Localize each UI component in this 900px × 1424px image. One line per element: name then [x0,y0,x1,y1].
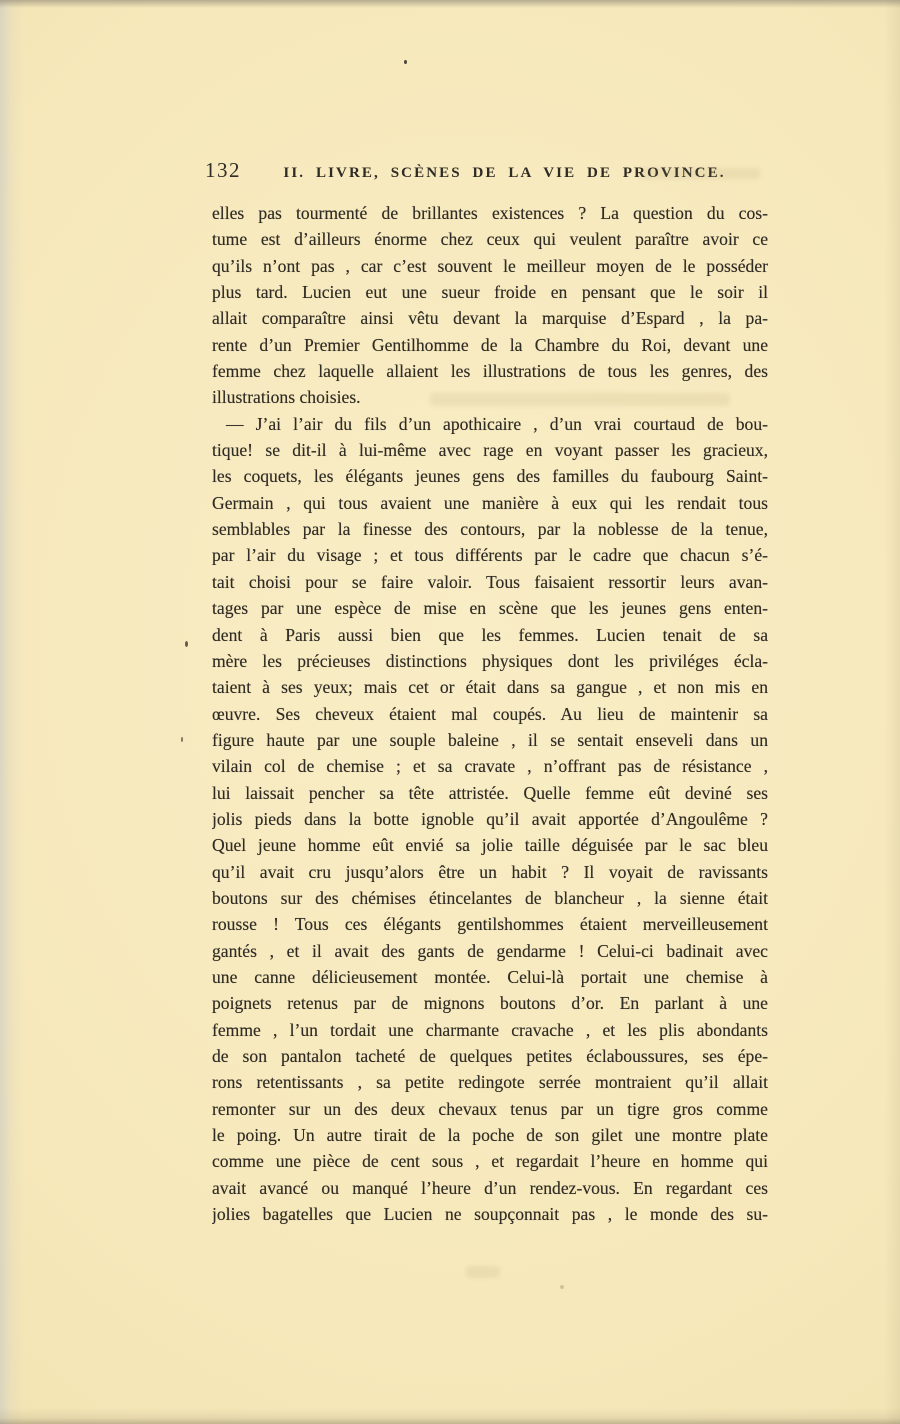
text-line: taient à ses yeux; mais cet or était dans sa gangue , et non mis en [212,677,768,698]
text-line: lui laissait pencher sa tête attristée. Quelle femme eût deviné ses [212,782,768,803]
text-line: boutons sur des chémises étincelantes de blancheur , la sienne était [212,887,768,908]
ink-speck [185,641,188,647]
text-line: les coquets, les élégants jeunes gens des familles du faubourg Saint- [212,466,768,487]
text-line: de son pantalon tacheté de quelques petites éclaboussures, ses épe- [212,1046,768,1066]
text-line: Quel jeune homme eût envié sa jolie taille déguisée par le sac bleu [212,835,768,856]
paragraph [212,411,768,1228]
paragraph [212,200,768,411]
text-line: tait choisi pour se faire valoir. Tous faisaient ressortir leurs avan- [212,571,768,592]
text-line: tique! se dit-il à lui-même avec rage en voyant passer les gracieux, [212,440,768,461]
text-line: avait avancé ou manqué l’heure d’un rendez-vous. En regardant ces [212,1177,768,1198]
text-line: rousse ! Tous ces élégants gentilshommes étaient merveilleusement [212,914,768,935]
ink-bleedthrough-smudge [640,168,760,179]
text-line: rons retentissants , sa petite redingote serrée montraient qu’il allait [212,1072,768,1093]
ink-bleedthrough-smudge [430,393,730,406]
text-line: tages par une espèce de mise en scène que les jeunes gens enten- [212,598,768,619]
text-line: — J’ai l’air du fils d’un apothicaire , d’un vrai courtaud de bou- [226,413,768,434]
page-number: 132 [205,158,241,182]
text-line: comme une pièce de cent sous , et regardait l’heure en homme qui [212,1151,768,1172]
ink-speck [560,1285,564,1289]
text-line: plus tard. Lucien eut une sueur froide en pensant que le soir il [212,282,768,303]
text-line: gantés , et il avait des gants de gendarme ! Celui-ci badinait avec [212,940,768,961]
ink-speck [404,60,407,64]
text-line: qu’il avait cru jusqu’alors être un habit ? Il voyait de ravissants [212,861,768,882]
text-line: semblables par la finesse des contours, par la noblesse de la tenue, [212,519,768,540]
text-line: allait comparaître ainsi vêtu devant la marquise d’Espard , la pa- [212,308,768,329]
text-line: mère les précieuses distinctions physiques dont les priviléges écla- [212,650,768,671]
text-line: figure haute par une souple baleine , il se sentait enseveli dans un [212,729,768,750]
text-line: une canne délicieusement montée. Celui-là portait une chemise à [212,966,768,987]
text-line: dent à Paris aussi bien que les femmes. Lucien tenait de sa [212,624,768,645]
text-line: le poing. Un autre tirait de la poche de son gilet une montre plate [212,1125,768,1146]
text-line: qu’ils n’ont pas , car c’est souvent le meilleur moyen de le posséder [212,255,768,276]
text-line: femme chez laquelle allaient les illustrations de tous les genres, des [212,361,768,382]
text-line: vilain col de chemise ; et sa cravate , n’offrant pas de résistance , [212,756,768,777]
text-line: remonter sur un des deux chevaux tenus par un tigre gros comme [212,1098,768,1119]
ink-speck [181,737,183,742]
text-line: œuvre. Ses cheveux étaient mal coupés. Au lieu de maintenir sa [212,703,768,724]
text-line: par l’air du visage ; et tous différents par le cadre que chacun s’é- [212,545,768,566]
body-text [212,200,768,1227]
text-line: femme , l’un tordait une charmante cravache , et les plis abondants [212,1019,768,1040]
text-line: jolies bagatelles que Lucien ne soupçonnait pas , le monde des su- [212,1204,768,1225]
text-line: poignets retenus par de mignons boutons d’or. En parlant à une [212,993,768,1014]
text-line: rente d’un Premier Gentilhomme de la Chambre du Roi, devant une [212,334,768,355]
text-line: elles pas tourmenté de brillantes existences ? La question du cos- [212,203,768,223]
ink-bleedthrough-smudge [466,1266,500,1278]
text-line: jolis pieds dans la botte ignoble qu’il avait apportée d’Angoulême ? [212,808,768,829]
text-line: Germain , qui tous avaient une manière à eux qui les rendait tous [212,492,768,513]
text-line: illustrations choisies. [212,387,361,408]
running-title: II. LIVRE, SCÈNES DE LA VIE DE PROVINCE. [283,165,726,181]
text-line: tume est d’ailleurs énorme chez ceux qui veulent paraître avoir ce [212,229,768,250]
